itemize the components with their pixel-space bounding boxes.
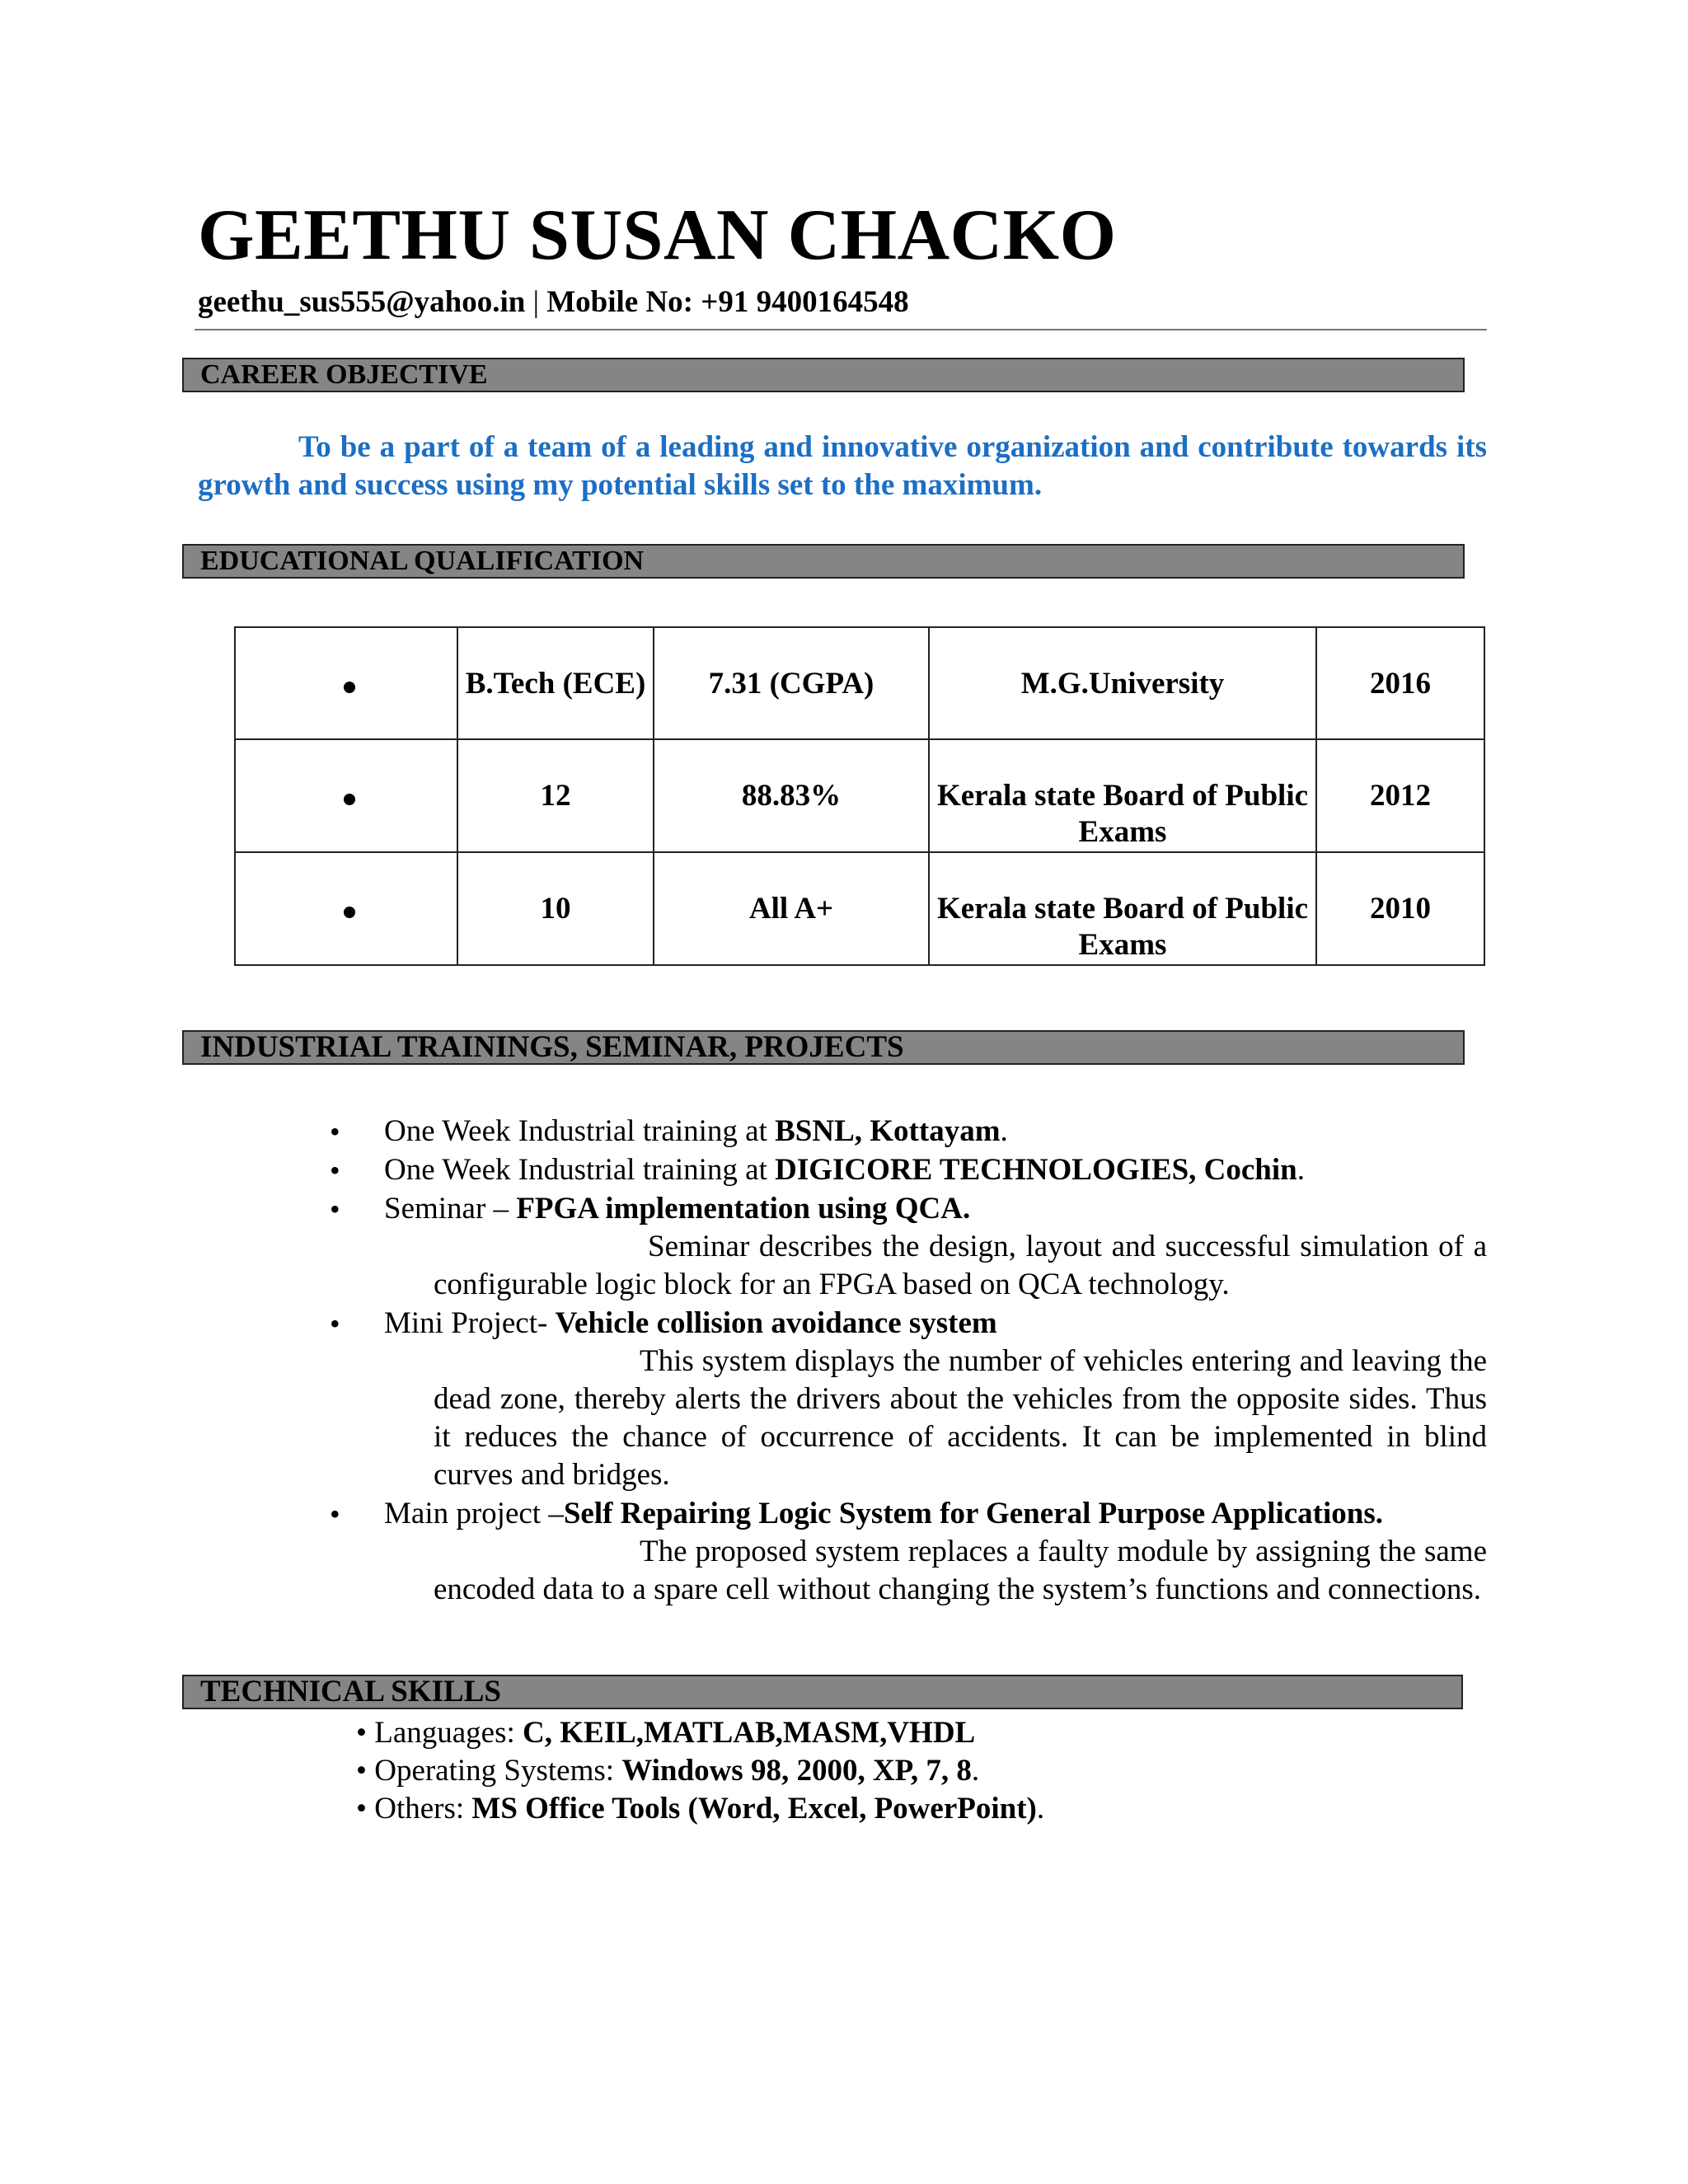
header-divider	[195, 329, 1487, 330]
bullet-icon: •	[356, 1754, 367, 1788]
item-highlight: BSNL, Kottayam	[775, 1114, 1001, 1148]
skill-label: Others:	[374, 1792, 472, 1825]
table-row	[235, 739, 1484, 852]
contact-separator: |	[525, 285, 547, 319]
year-cell: 2010	[1316, 852, 1484, 965]
list-item	[384, 1151, 1305, 1189]
description-text: Seminar describes the design, layout and successful simulation of a configurable logic block for an FPGA based on QCA technology.	[434, 1230, 1487, 1301]
skill-value: C, KEIL,MATLAB,MASM,VHDL	[523, 1716, 976, 1750]
bullet-cell	[235, 627, 457, 739]
year-cell: 2016	[1316, 627, 1484, 739]
email-address: geethu_sus555@yahoo.in	[198, 285, 526, 319]
bullet-icon	[344, 682, 355, 693]
skill-operating-systems	[356, 1752, 979, 1790]
item-suffix: .	[1296, 1153, 1305, 1187]
course-cell: 12	[457, 739, 654, 852]
main-project-description	[434, 1533, 1487, 1609]
objective-sentence: To be a part of a team of a leading and innovative organization and contribute towards its growth and success using my potential skills set to the maximum.	[198, 430, 1487, 502]
skill-suffix: .	[971, 1754, 980, 1788]
section-career-objective: CAREER OBJECTIVE	[182, 358, 1465, 392]
description-text: This system displays the number of vehicles entering and leaving the dead zone, thereby alerts the drivers about the vehicles from the opposite sides. Thus it reduces the chance of occurrence of accidents. It can be implemented in blind curves and bridges.	[434, 1344, 1487, 1492]
skill-value: MS Office Tools (Word, Excel, PowerPoint)	[471, 1792, 1037, 1825]
skill-label: Operating Systems:	[374, 1754, 622, 1788]
year-cell: 2012	[1316, 739, 1484, 852]
board-cell: Kerala state Board of Public Exams	[929, 852, 1316, 965]
item-text: Seminar –	[384, 1192, 517, 1226]
career-objective-text	[198, 429, 1487, 504]
bullet-icon: •	[330, 1193, 340, 1226]
item-highlight: Self Repairing Logic System for General Purpose Applications.	[563, 1497, 1384, 1530]
candidate-name: GEETHU SUSAN CHACKO	[198, 195, 1117, 275]
skill-suffix: .	[1036, 1792, 1045, 1825]
contact-line	[198, 284, 909, 320]
mobile-number: Mobile No: +91 9400164548	[546, 285, 909, 319]
item-text: Main project –	[384, 1497, 564, 1530]
seminar-description	[434, 1228, 1487, 1304]
item-text: One Week Industrial training at	[384, 1114, 776, 1148]
skill-label: Languages:	[374, 1716, 523, 1750]
item-highlight: DIGICORE TECHNOLOGIES, Cochin	[775, 1153, 1297, 1187]
bullet-icon: •	[356, 1716, 367, 1750]
score-cell: 7.31 (CGPA)	[654, 627, 929, 739]
education-table	[234, 626, 1485, 966]
score-cell: All A+	[654, 852, 929, 965]
skill-others	[356, 1790, 1044, 1828]
board-cell: Kerala state Board of Public Exams	[929, 739, 1316, 852]
mini-project-description	[434, 1343, 1487, 1494]
list-item	[384, 1305, 997, 1343]
item-suffix: .	[1000, 1114, 1008, 1148]
bullet-cell	[235, 739, 457, 852]
course-cell: B.Tech (ECE)	[457, 627, 654, 739]
description-text: The proposed system replaces a faulty module by assigning the same encoded data to a spare cell without changing the system’s functions and connections.	[434, 1535, 1487, 1606]
table-row	[235, 627, 1484, 739]
item-text: One Week Industrial training at	[384, 1153, 776, 1187]
section-trainings: INDUSTRIAL TRAININGS, SEMINAR, PROJECTS	[182, 1030, 1465, 1065]
list-item	[384, 1495, 1383, 1533]
list-item	[384, 1190, 970, 1228]
bullet-icon: •	[356, 1792, 367, 1825]
item-highlight: Vehicle collision avoidance system	[555, 1306, 997, 1340]
bullet-icon	[344, 907, 355, 918]
section-education: EDUCATIONAL QUALIFICATION	[182, 544, 1465, 579]
course-cell: 10	[457, 852, 654, 965]
score-cell: 88.83%	[654, 739, 929, 852]
item-text: Mini Project-	[384, 1306, 556, 1340]
skill-value: Windows 98, 2000, XP, 7, 8	[621, 1754, 972, 1788]
bullet-icon: •	[330, 1115, 340, 1148]
skill-languages	[356, 1714, 975, 1752]
table-row	[235, 852, 1484, 965]
bullet-icon	[344, 794, 355, 805]
item-highlight: FPGA implementation using QCA.	[516, 1192, 971, 1226]
section-skills: TECHNICAL SKILLS	[182, 1675, 1463, 1709]
list-item	[384, 1113, 1008, 1151]
board-cell: M.G.University	[929, 627, 1316, 739]
bullet-cell	[235, 852, 457, 965]
bullet-icon: •	[330, 1307, 340, 1340]
bullet-icon: •	[330, 1497, 340, 1530]
bullet-icon: •	[330, 1154, 340, 1187]
